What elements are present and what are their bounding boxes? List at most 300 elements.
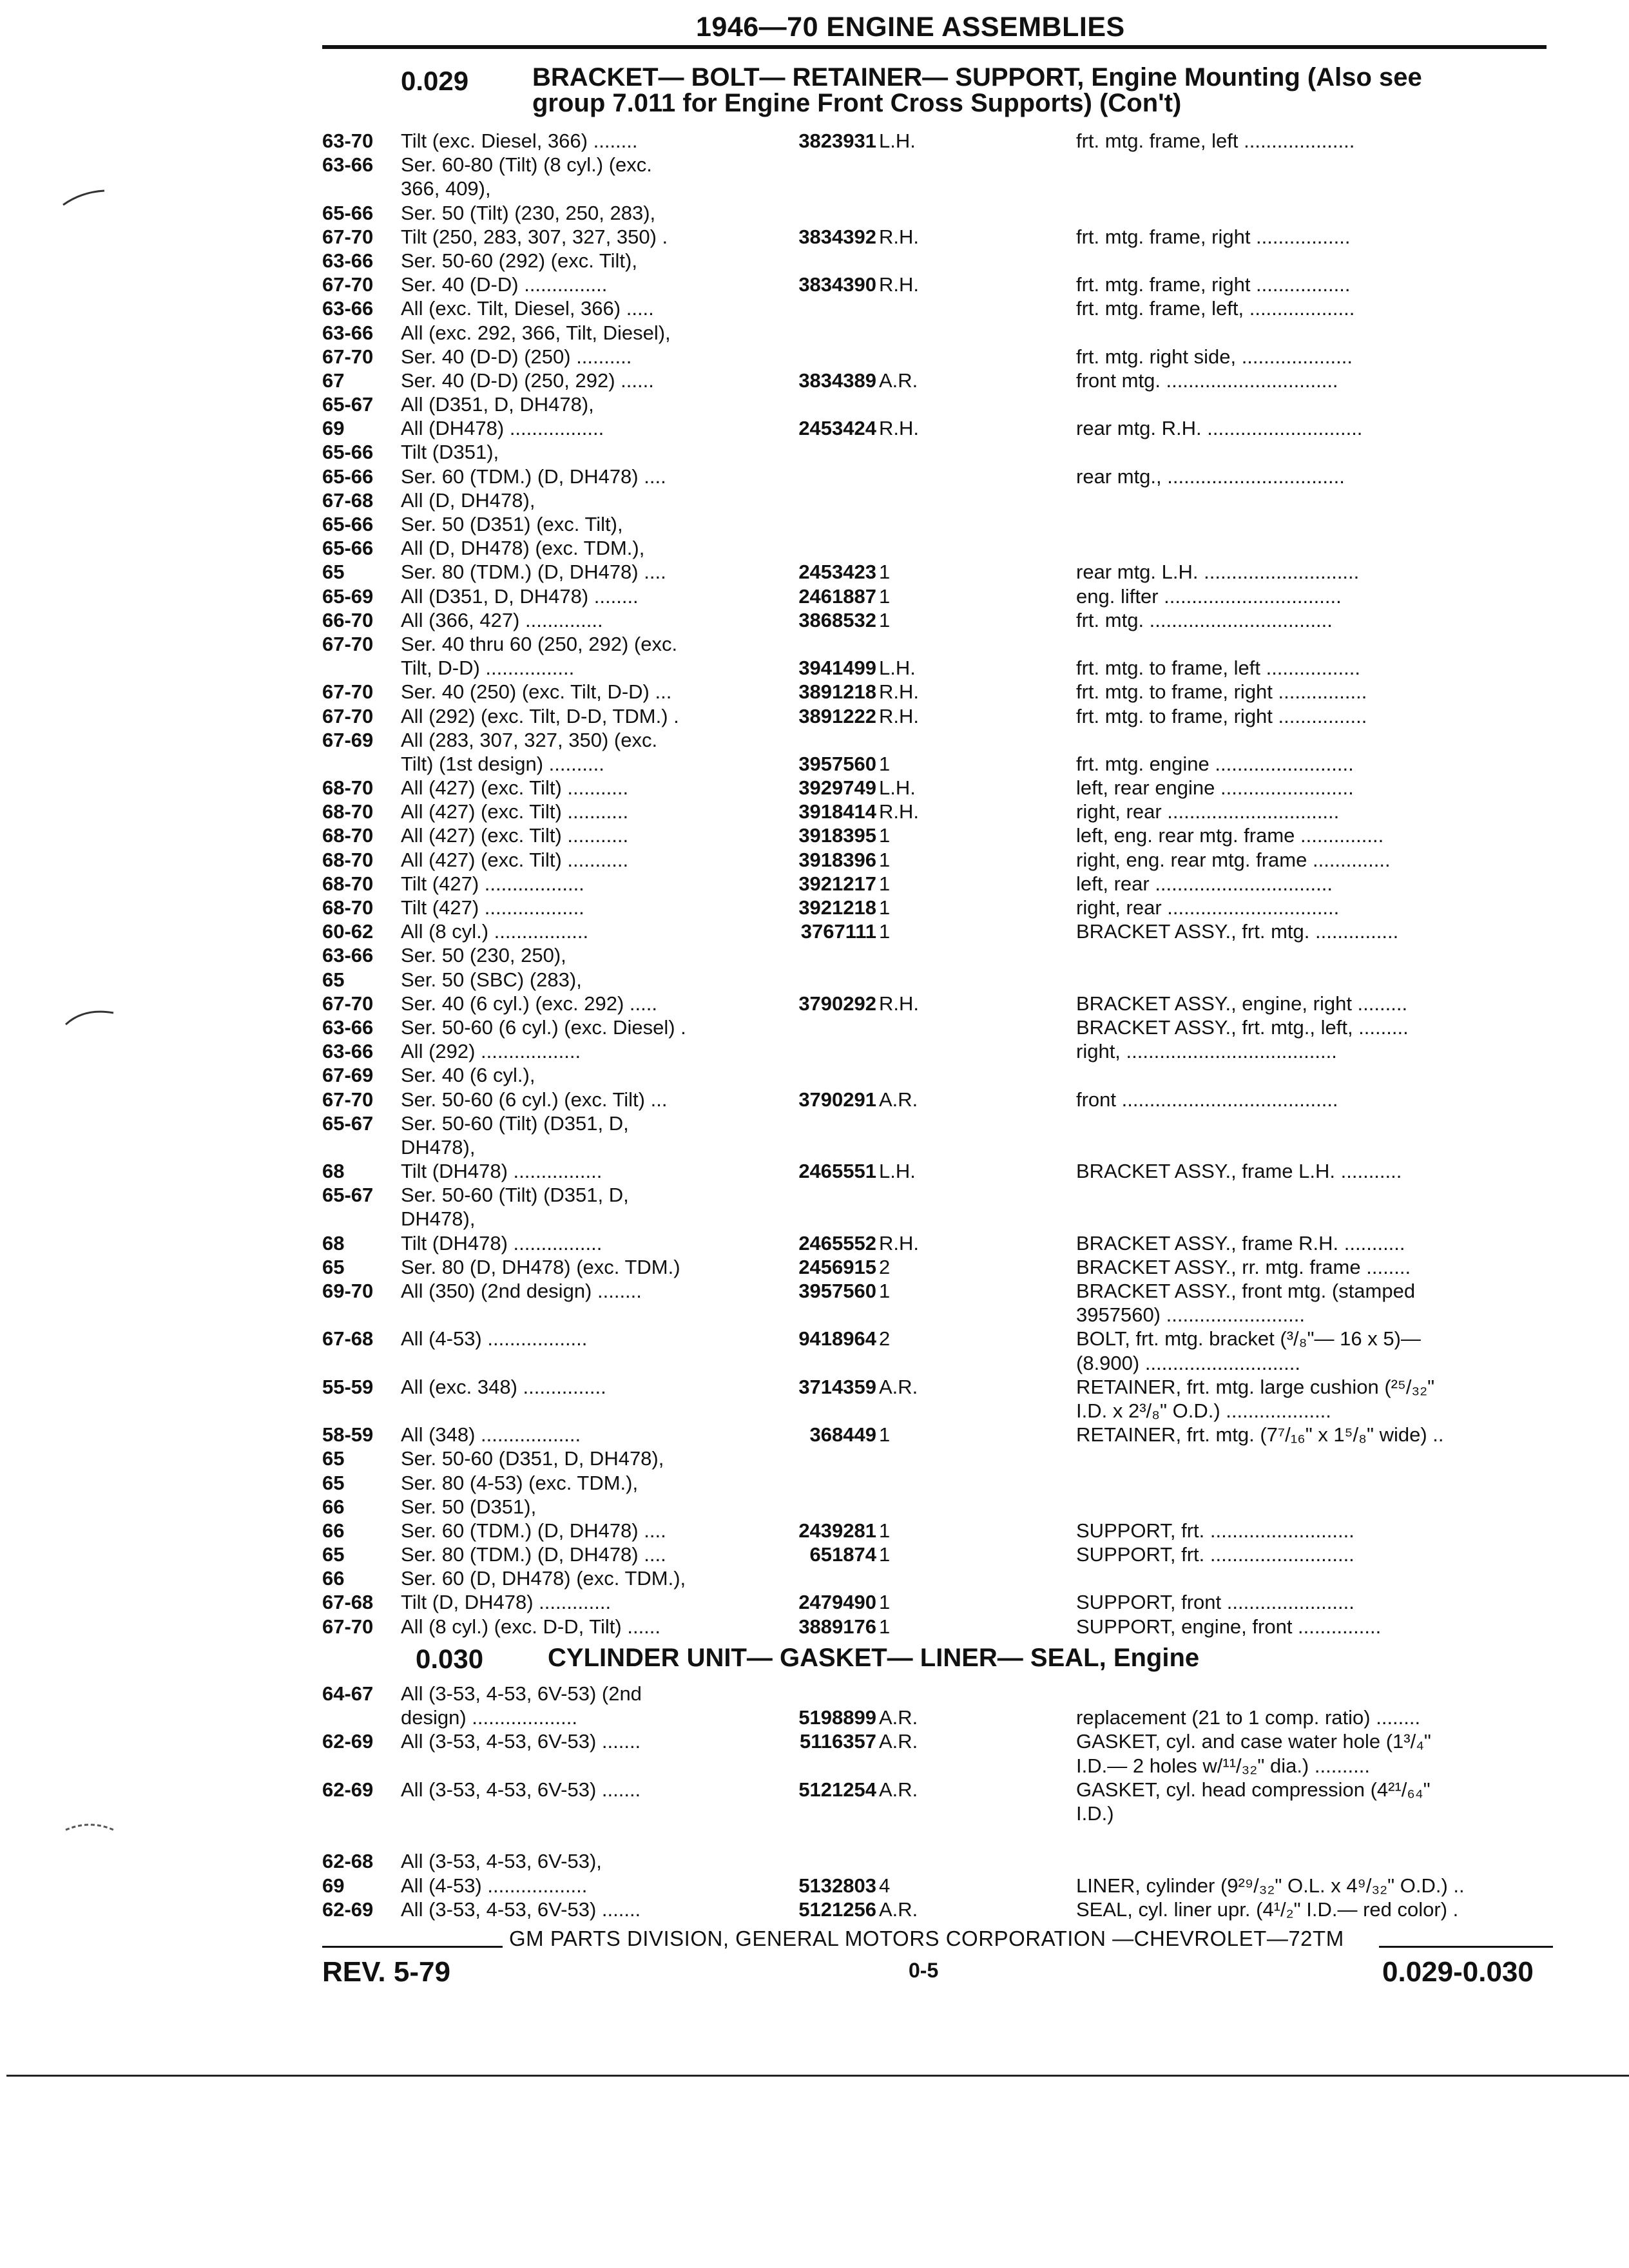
- year-range: 55-59: [322, 1375, 374, 1398]
- application: DH478),: [401, 1207, 476, 1231]
- parts-row: [322, 632, 1572, 656]
- year-range: 65-66: [322, 537, 374, 560]
- quantity: R.H.: [879, 1231, 919, 1254]
- description: frt. mtg. to frame, right ................: [1076, 680, 1367, 704]
- application: All (292) (exc. Tilt, D-D, TDM.) .: [401, 704, 679, 727]
- year-range: 67-70: [322, 992, 374, 1015]
- application: Tilt (D, DH478) .............: [401, 1591, 612, 1614]
- parts-row: [322, 1542, 1572, 1566]
- parts-row: [322, 776, 1572, 800]
- parts-row: [322, 1566, 1572, 1590]
- parts-row: [322, 249, 1572, 273]
- quantity: R.H.: [879, 704, 919, 727]
- part-number: 5121256: [798, 1898, 876, 1921]
- year-range: 67-70: [322, 1088, 374, 1111]
- scan-mark-3: [64, 1817, 116, 1836]
- parts-row: [322, 1279, 1572, 1303]
- page-header-title: 1946—70 ENGINE ASSEMBLIES: [696, 12, 1125, 43]
- year-range: 62-69: [322, 1778, 374, 1801]
- year-range: 65-66: [322, 513, 374, 535]
- part-number: 2479490: [798, 1591, 876, 1614]
- parts-row: [322, 1519, 1572, 1542]
- part-number: 3790291: [798, 1088, 876, 1111]
- application: All (exc. Tilt, Diesel, 366) .....: [401, 297, 654, 320]
- application: Ser. 60 (TDM.) (D, DH478) ....: [401, 1519, 666, 1542]
- part-number: 3889176: [798, 1615, 876, 1638]
- application: Ser. 50 (SBC) (283),: [401, 968, 582, 991]
- quantity: 1: [879, 824, 891, 847]
- year-range: 63-66: [322, 153, 374, 177]
- quantity: 1: [879, 1423, 891, 1446]
- parts-row: [322, 1135, 1572, 1159]
- parts-row: [322, 1039, 1572, 1063]
- description: frt. mtg. to frame, left .................: [1076, 657, 1360, 680]
- section-029-parts-list: [322, 129, 1572, 1639]
- year-range: 65-69: [322, 584, 374, 608]
- application: All (348) ..................: [401, 1423, 581, 1446]
- application: All (exc. 348) ...............: [401, 1375, 606, 1398]
- description: BRACKET ASSY., engine, right .........: [1076, 992, 1408, 1015]
- year-range: 65-67: [322, 1184, 374, 1207]
- part-number: 3891218: [798, 680, 876, 704]
- year-range: 63-70: [322, 130, 374, 152]
- year-range: 67-70: [322, 680, 374, 704]
- application: Ser. 50-60 (6 cyl.) (exc. Tilt) ...: [401, 1088, 668, 1111]
- parts-row: [322, 1849, 1572, 1873]
- part-number: 2439281: [798, 1519, 876, 1542]
- year-range: 67-68: [322, 1327, 374, 1350]
- parts-row: [322, 680, 1572, 704]
- part-number: 3891222: [798, 704, 876, 727]
- application: All (D, DH478) (exc. TDM.),: [401, 537, 645, 560]
- part-number: 2453424: [798, 417, 876, 440]
- description: GASKET, cyl. head compression (4²¹/₆₄": [1076, 1778, 1431, 1801]
- application: Ser. 50 (Tilt) (230, 250, 283),: [401, 201, 656, 224]
- year-range: 65: [322, 968, 345, 991]
- year-range: 68: [322, 1231, 345, 1254]
- application: Ser. 80 (TDM.) (D, DH478) ....: [401, 561, 666, 584]
- application: All (4-53) ..................: [401, 1874, 588, 1897]
- parts-row: [322, 488, 1572, 512]
- year-range: 65: [322, 561, 345, 584]
- part-number: 3957560: [798, 752, 876, 775]
- quantity: 1: [879, 872, 891, 895]
- application: All (8 cyl.) (exc. D-D, Tilt) ......: [401, 1615, 661, 1638]
- quantity: R.H.: [879, 680, 919, 704]
- application: Ser. 80 (D, DH478) (exc. TDM.): [401, 1255, 680, 1278]
- application: All (427) (exc. Tilt) ...........: [401, 800, 629, 823]
- parts-row: [322, 1874, 1572, 1898]
- quantity: 1: [879, 1591, 891, 1614]
- description: left, rear ................................: [1076, 872, 1333, 895]
- year-range: 69-70: [322, 1280, 374, 1302]
- application: All (DH478) .................: [401, 417, 604, 440]
- part-number: 2461887: [798, 584, 876, 608]
- part-number: 3957560: [798, 1280, 876, 1302]
- application: Tilt (DH478) ................: [401, 1231, 602, 1254]
- description: (8.900) ............................: [1076, 1351, 1300, 1374]
- year-range: 65: [322, 1471, 345, 1494]
- year-range: 68-70: [322, 896, 374, 919]
- parts-row: [322, 752, 1572, 776]
- description: front .......................................: [1076, 1088, 1338, 1111]
- application: Tilt (427) ..................: [401, 896, 584, 919]
- parts-row: [322, 896, 1572, 919]
- application: All (3-53, 4-53, 6V-53),: [401, 1850, 602, 1873]
- parts-row: [322, 919, 1572, 943]
- parts-row: [322, 1898, 1572, 1921]
- parts-row: [322, 943, 1572, 967]
- description: right, eng. rear mtg. frame ..............: [1076, 848, 1391, 871]
- year-range: 63-66: [322, 1040, 374, 1063]
- part-number: 651874: [809, 1543, 876, 1566]
- year-range: 65-67: [322, 1111, 374, 1135]
- year-range: 67: [322, 369, 345, 392]
- year-range: 62-69: [322, 1730, 374, 1753]
- quantity: R.H.: [879, 992, 919, 1015]
- description: frt. mtg. frame, left ....................: [1076, 130, 1355, 152]
- year-range: 66: [322, 1567, 345, 1590]
- part-number: 2456915: [798, 1255, 876, 1278]
- parts-row: [322, 1495, 1572, 1519]
- quantity: A.R.: [879, 1706, 918, 1729]
- year-range: 67-70: [322, 1615, 374, 1638]
- description: left, eng. rear mtg. frame ...............: [1076, 824, 1384, 847]
- parts-row: [322, 321, 1572, 345]
- quantity: 1: [879, 561, 891, 584]
- section-029-title-line1: BRACKET— BOLT— RETAINER— SUPPORT, Engine Mounting (Also see: [532, 63, 1422, 91]
- part-number: 2453423: [798, 561, 876, 584]
- parts-row: [322, 1825, 1572, 1849]
- application: All (427) (exc. Tilt) ...........: [401, 848, 629, 871]
- quantity: 2: [879, 1255, 891, 1278]
- parts-row: [322, 1778, 1572, 1802]
- application: Tilt, D-D) ................: [401, 657, 575, 680]
- parts-row: [322, 1471, 1572, 1495]
- parts-row: [322, 1375, 1572, 1399]
- description: right, rear ...............................: [1076, 896, 1340, 919]
- year-range: 66: [322, 1495, 345, 1518]
- quantity: 1: [879, 608, 891, 631]
- year-range: 62-68: [322, 1850, 374, 1873]
- parts-row: [322, 392, 1572, 416]
- parts-row: [322, 872, 1572, 896]
- parts-row: [322, 1111, 1572, 1135]
- description: frt. mtg. frame, left, ...................: [1076, 297, 1355, 320]
- quantity: 1: [879, 1280, 891, 1302]
- part-number: 2465551: [798, 1160, 876, 1183]
- description: right, ......................................: [1076, 1040, 1337, 1063]
- description: frt. mtg. engine .........................: [1076, 752, 1354, 775]
- description: I.D.— 2 holes w/¹¹/₃₂" dia.) ..........: [1076, 1754, 1370, 1777]
- parts-row: [322, 1231, 1572, 1255]
- part-number: 5198899: [798, 1706, 876, 1729]
- description: BOLT, frt. mtg. bracket (³/₈"— 16 x 5)—: [1076, 1327, 1421, 1350]
- parts-row: [322, 296, 1572, 320]
- part-number: 368449: [809, 1423, 876, 1446]
- application: Ser. 40 (D-D) ...............: [401, 273, 608, 296]
- parts-row: [322, 992, 1572, 1015]
- description: SUPPORT, frt. ..........................: [1076, 1543, 1354, 1566]
- parts-row: [322, 1183, 1572, 1207]
- parts-row: [322, 1423, 1572, 1446]
- description: SUPPORT, frt. ..........................: [1076, 1519, 1354, 1542]
- parts-row: [322, 1015, 1572, 1039]
- description: BRACKET ASSY., rr. mtg. frame ........: [1076, 1255, 1411, 1278]
- part-number: 3918395: [798, 824, 876, 847]
- quantity: 1: [879, 1615, 891, 1638]
- application: Ser. 50-60 (292) (exc. Tilt),: [401, 249, 637, 272]
- year-range: 65: [322, 1447, 345, 1470]
- year-range: 65: [322, 1543, 345, 1566]
- application: All (427) (exc. Tilt) ...........: [401, 776, 629, 800]
- parts-row: [322, 536, 1572, 560]
- revision-label: REV. 5-79: [322, 1956, 450, 1988]
- application: Ser. 60-80 (Tilt) (8 cyl.) (exc.: [401, 153, 652, 177]
- application: Ser. 40 thru 60 (250, 292) (exc.: [401, 632, 678, 655]
- part-number: 5121254: [798, 1778, 876, 1801]
- parts-row: [322, 656, 1572, 680]
- scan-mark-1: [62, 186, 107, 211]
- application: All (3-53, 4-53, 6V-53) .......: [401, 1730, 641, 1753]
- application: All (366, 427) ..............: [401, 608, 603, 631]
- year-range: 60-62: [322, 920, 374, 943]
- parts-row: [322, 1802, 1572, 1825]
- application: Ser. 50-60 (6 cyl.) (exc. Diesel) .: [401, 1015, 686, 1039]
- quantity: 1: [879, 584, 891, 608]
- parts-row: [322, 608, 1572, 632]
- year-range: 65-66: [322, 201, 374, 224]
- description: eng. lifter ................................: [1076, 584, 1342, 608]
- parts-row: [322, 1255, 1572, 1279]
- description: frt. mtg. frame, right .................: [1076, 273, 1351, 296]
- year-range: 63-66: [322, 249, 374, 272]
- year-range: 65: [322, 1255, 345, 1278]
- application: All (3-53, 4-53, 6V-53) .......: [401, 1778, 641, 1801]
- part-number: 3834389: [798, 369, 876, 392]
- quantity: R.H.: [879, 800, 919, 823]
- description: frt. mtg. frame, right .................: [1076, 225, 1351, 248]
- section-029-number: 0.029: [401, 66, 469, 96]
- description: rear mtg., ................................: [1076, 465, 1345, 488]
- application: Tilt (exc. Diesel, 366) ........: [401, 130, 638, 152]
- parts-row: [322, 273, 1572, 296]
- year-range: 66: [322, 1519, 345, 1542]
- parts-row: [322, 1399, 1572, 1423]
- application: Tilt (DH478) ................: [401, 1160, 602, 1183]
- parts-row: [322, 1706, 1572, 1729]
- parts-row: [322, 968, 1572, 992]
- part-number: 3921217: [798, 872, 876, 895]
- part-number: 3823931: [798, 130, 876, 152]
- parts-row: [322, 800, 1572, 823]
- parts-row: [322, 1063, 1572, 1087]
- application: design) ...................: [401, 1706, 577, 1729]
- parts-row: [322, 848, 1572, 872]
- quantity: L.H.: [879, 657, 916, 680]
- part-number: 3714359: [798, 1375, 876, 1398]
- parts-row: [322, 1729, 1572, 1753]
- part-number: 5116357: [800, 1730, 876, 1753]
- application: Ser. 50-60 (Tilt) (D351, D,: [401, 1184, 629, 1207]
- description: SUPPORT, front .......................: [1076, 1591, 1354, 1614]
- year-range: 58-59: [322, 1423, 374, 1446]
- quantity: A.R.: [879, 1730, 918, 1753]
- parts-row: [322, 465, 1572, 488]
- parts-row: [322, 512, 1572, 536]
- year-range: 64-67: [322, 1682, 374, 1705]
- description: BRACKET ASSY., front mtg. (stamped: [1076, 1280, 1416, 1302]
- parts-row: [322, 225, 1572, 249]
- footer-company: GM PARTS DIVISION, GENERAL MOTORS CORPORATION —CHEVROLET—72TM: [509, 1927, 1344, 1950]
- year-range: 67-68: [322, 1591, 374, 1614]
- parts-row: [322, 1615, 1572, 1639]
- description: I.D.): [1076, 1802, 1114, 1825]
- quantity: 1: [879, 920, 891, 943]
- year-range: 65-67: [322, 393, 374, 416]
- year-range: 68: [322, 1160, 345, 1183]
- quantity: R.H.: [879, 273, 919, 296]
- description: frt. mtg. to frame, right ................: [1076, 704, 1367, 727]
- part-number: 2465552: [798, 1231, 876, 1254]
- year-range: 63-66: [322, 1015, 374, 1039]
- application: 366, 409),: [401, 177, 491, 200]
- parts-row: [322, 1159, 1572, 1183]
- description: right, rear ...............................: [1076, 800, 1340, 823]
- parts-row: [322, 440, 1572, 464]
- quantity: L.H.: [879, 776, 916, 800]
- footer-rule-right: [1379, 1946, 1553, 1948]
- application: DH478),: [401, 1135, 476, 1158]
- year-range: 63-66: [322, 321, 374, 344]
- section-030-number: 0.030: [416, 1644, 484, 1674]
- year-range: 67-68: [322, 488, 374, 512]
- description: frt. mtg. right side, ....................: [1076, 345, 1353, 368]
- year-range: 67-70: [322, 704, 374, 727]
- quantity: A.R.: [879, 1088, 918, 1111]
- application: All (D, DH478),: [401, 488, 535, 512]
- description: SUPPORT, engine, front ...............: [1076, 1615, 1382, 1638]
- application: Ser. 50 (D351) (exc. Tilt),: [401, 513, 623, 535]
- description: SEAL, cyl. liner upr. (4¹/₂" I.D.— red color) .: [1076, 1898, 1459, 1921]
- quantity: 1: [879, 896, 891, 919]
- quantity: R.H.: [879, 225, 919, 248]
- description: 3957560) .........................: [1076, 1303, 1305, 1327]
- quantity: 1: [879, 1519, 891, 1542]
- application: Tilt (D351),: [401, 441, 499, 464]
- year-range: 69: [322, 1874, 345, 1897]
- application: Tilt (250, 283, 307, 327, 350) .: [401, 225, 668, 248]
- application: Ser. 50-60 (D351, D, DH478),: [401, 1447, 664, 1470]
- year-range: 65-66: [322, 441, 374, 464]
- description: BRACKET ASSY., frt. mtg., left, .........: [1076, 1015, 1409, 1039]
- year-range: 67-70: [322, 632, 374, 655]
- parts-row: [322, 728, 1572, 752]
- application: All (3-53, 4-53, 6V-53) .......: [401, 1898, 641, 1921]
- year-range: 63-66: [322, 944, 374, 967]
- parts-row: [322, 369, 1572, 392]
- description: BRACKET ASSY., frame L.H. ...........: [1076, 1160, 1402, 1183]
- quantity: A.R.: [879, 1375, 918, 1398]
- parts-row: [322, 1446, 1572, 1470]
- application: All (4-53) ..................: [401, 1327, 588, 1350]
- parts-row: [322, 1088, 1572, 1111]
- year-range: 69: [322, 417, 345, 440]
- quantity: 2: [879, 1327, 891, 1350]
- parts-row: [322, 1207, 1572, 1231]
- application: Ser. 40 (6 cyl.) (exc. 292) .....: [401, 992, 657, 1015]
- part-number: 3921218: [798, 896, 876, 919]
- quantity: L.H.: [879, 1160, 916, 1183]
- quantity: A.R.: [879, 1778, 918, 1801]
- part-number: 3834390: [798, 273, 876, 296]
- application: All (exc. 292, 366, Tilt, Diesel),: [401, 321, 671, 344]
- parts-row: [322, 560, 1572, 584]
- section-029-title-line2: group 7.011 for Engine Front Cross Supports) (Con't): [532, 89, 1182, 117]
- description: front mtg. ...............................: [1076, 369, 1338, 392]
- quantity: R.H.: [879, 417, 919, 440]
- year-range: 67-69: [322, 1064, 374, 1087]
- section-030-parts-list: [322, 1682, 1572, 1921]
- description: I.D. x 2³/₈" O.D.) ...................: [1076, 1399, 1331, 1422]
- application: Ser. 60 (D, DH478) (exc. TDM.),: [401, 1567, 686, 1590]
- part-number: 5132803: [798, 1874, 876, 1897]
- quantity: A.R.: [879, 1898, 918, 1921]
- part-number: 3941499: [798, 657, 876, 680]
- scan-edge-line: [6, 2075, 1629, 2077]
- parts-row: [322, 1351, 1572, 1375]
- application: Ser. 60 (TDM.) (D, DH478) ....: [401, 465, 666, 488]
- application: All (427) (exc. Tilt) ...........: [401, 824, 629, 847]
- quantity: 1: [879, 1543, 891, 1566]
- application: All (283, 307, 327, 350) (exc.: [401, 728, 658, 751]
- year-range: 67-69: [322, 728, 374, 751]
- description: BRACKET ASSY., frame R.H. ...........: [1076, 1231, 1405, 1254]
- year-range: 62-69: [322, 1898, 374, 1921]
- description: LINER, cylinder (9²⁹/₃₂" O.L. x 4⁹/₃₂" O.D.) ..: [1076, 1874, 1465, 1897]
- parts-row: [322, 177, 1572, 200]
- part-number: 3918396: [798, 848, 876, 871]
- parts-row: [322, 201, 1572, 225]
- application: Ser. 40 (6 cyl.),: [401, 1064, 535, 1087]
- description: rear mtg. L.H. ............................: [1076, 561, 1360, 584]
- application: Ser. 40 (250) (exc. Tilt, D-D) ...: [401, 680, 672, 704]
- year-range: 68-70: [322, 872, 374, 895]
- page-number: 0-5: [909, 1959, 939, 1982]
- application: Ser. 50-60 (Tilt) (D351, D,: [401, 1111, 629, 1135]
- description: RETAINER, frt. mtg. (7⁷/₁₆" x 1⁵/₈" wide) ..: [1076, 1423, 1444, 1446]
- year-range: 68-70: [322, 824, 374, 847]
- parts-row: [322, 1303, 1572, 1327]
- parts-row: [322, 1754, 1572, 1778]
- application: Ser. 40 (D-D) (250) ..........: [401, 345, 632, 368]
- year-range: 63-66: [322, 297, 374, 320]
- application: Ser. 50 (230, 250),: [401, 944, 566, 967]
- application: All (350) (2nd design) ........: [401, 1280, 642, 1302]
- year-range: 68-70: [322, 848, 374, 871]
- description: GASKET, cyl. and case water hole (1³/₄": [1076, 1730, 1431, 1753]
- application: Ser. 80 (TDM.) (D, DH478) ....: [401, 1543, 666, 1566]
- description: RETAINER, frt. mtg. large cushion (²⁵/₃₂": [1076, 1375, 1435, 1398]
- parts-row: [322, 704, 1572, 728]
- year-range: 67-70: [322, 225, 374, 248]
- parts-row: [322, 1590, 1572, 1614]
- quantity: 1: [879, 848, 891, 871]
- part-number: 9418964: [798, 1327, 876, 1350]
- quantity: 1: [879, 752, 891, 775]
- description: BRACKET ASSY., frt. mtg. ...............: [1076, 920, 1399, 943]
- quantity: 4: [879, 1874, 891, 1897]
